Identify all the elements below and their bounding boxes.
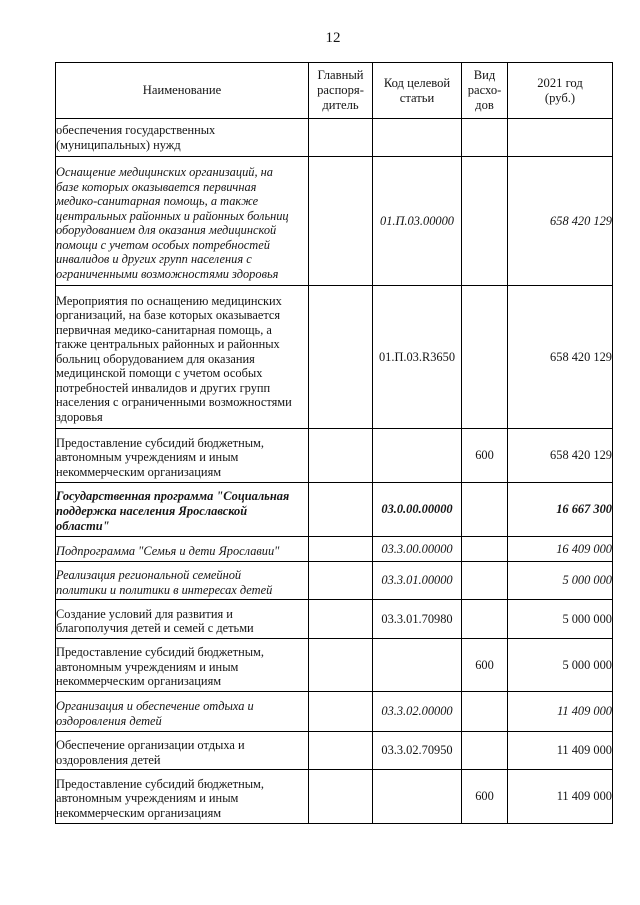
cell-expense-type [462, 537, 508, 562]
cell-amount: 11 409 000 [508, 732, 613, 770]
cell-expense-type: 600 [462, 429, 508, 483]
table-row [56, 537, 613, 562]
header-amount: 2021 год (руб.) [508, 63, 613, 119]
cell-amount: 658 420 129 [508, 429, 613, 483]
cell-amount [508, 119, 613, 157]
cell-name: обеспечения государственных (муниципальных) нужд [56, 119, 309, 157]
header-name: Наименование [56, 63, 309, 119]
cell-amount: 11 409 000 [508, 770, 613, 824]
header-manager: Главный распоря- дитель [309, 63, 373, 119]
cell-name: Предоставление субсидий бюджетным, автономным учреждениям и иным некоммерческим организациям [56, 429, 309, 483]
cell-amount: 5 000 000 [508, 639, 613, 692]
cell-manager [309, 639, 373, 692]
cell-manager [309, 692, 373, 732]
cell-amount: 5 000 000 [508, 600, 613, 639]
page-number: 12 [325, 30, 341, 46]
cell-code: 01.П.03.00000 [373, 157, 462, 286]
cell-name: Подпрограмма "Семья и дети Ярославии" [56, 537, 309, 562]
cell-code: 03.3.02.00000 [373, 692, 462, 732]
cell-name: Обеспечение организации отдыха и оздоровления детей [56, 732, 309, 770]
cell-expense-type [462, 286, 508, 429]
cell-amount: 658 420 129 [508, 286, 613, 429]
cell-name: Оснащение медицинских организаций, на базе которых оказывается первичная медико-санитарная помощь, а также центральных районных и районных больниц оборудованием для оказания медицинской помощи с учетом особых потребностей инвалидов и других групп населения с ограниченными возможностями здоровья [56, 157, 309, 286]
cell-name: Организация и обеспечение отдыха и оздоровления детей [56, 692, 309, 732]
cell-expense-type [462, 119, 508, 157]
cell-name: Государственная программа "Социальная поддержка населения Ярославской области" [56, 483, 309, 537]
cell-code [373, 770, 462, 824]
table-header-row [56, 63, 613, 119]
table-row [56, 770, 613, 824]
cell-code: 01.П.03.R3650 [373, 286, 462, 429]
table-row [56, 286, 613, 429]
cell-code: 03.3.00.00000 [373, 537, 462, 562]
table-row [56, 732, 613, 770]
cell-code: 03.3.01.00000 [373, 562, 462, 600]
table-row [56, 639, 613, 692]
cell-code: 03.3.01.70980 [373, 600, 462, 639]
cell-manager [309, 119, 373, 157]
cell-manager [309, 770, 373, 824]
cell-manager [309, 600, 373, 639]
table-row [56, 483, 613, 537]
cell-code [373, 639, 462, 692]
cell-name: Мероприятия по оснащению медицинских организаций, на базе которых оказывается первичная медико-санитарная помощь, а также центральных районных и районных больниц оборудованием для оказания медицинской помощи с учетом особых потребностей инвалидов и других групп населения с ограниченными возможностями здоровья [56, 286, 309, 429]
cell-manager [309, 157, 373, 286]
cell-manager [309, 562, 373, 600]
header-expense-type: Вид расхо- дов [462, 63, 508, 119]
cell-manager [309, 537, 373, 562]
cell-manager [309, 732, 373, 770]
cell-name: Создание условий для развития и благополучия детей и семей с детьми [56, 600, 309, 639]
cell-manager [309, 429, 373, 483]
table-row [56, 429, 613, 483]
cell-code [373, 119, 462, 157]
cell-code [373, 429, 462, 483]
cell-expense-type [462, 692, 508, 732]
table-row [56, 692, 613, 732]
cell-amount: 658 420 129 [508, 157, 613, 286]
cell-expense-type: 600 [462, 639, 508, 692]
cell-expense-type [462, 732, 508, 770]
cell-expense-type: 600 [462, 770, 508, 824]
cell-amount: 16 409 000 [508, 537, 613, 562]
cell-manager [309, 286, 373, 429]
cell-code: 03.3.02.70950 [373, 732, 462, 770]
cell-name: Предоставление субсидий бюджетным, автономным учреждениям и иным некоммерческим организациям [56, 770, 309, 824]
cell-name: Предоставление субсидий бюджетным, автономным учреждениям и иным некоммерческим организациям [56, 639, 309, 692]
table-row [56, 119, 613, 157]
cell-amount: 5 000 000 [508, 562, 613, 600]
table-row [56, 157, 613, 286]
cell-amount: 11 409 000 [508, 692, 613, 732]
cell-expense-type [462, 483, 508, 537]
header-code: Код целевой статьи [373, 63, 462, 119]
cell-manager [309, 483, 373, 537]
cell-code: 03.0.00.00000 [373, 483, 462, 537]
cell-expense-type [462, 157, 508, 286]
cell-amount: 16 667 300 [508, 483, 613, 537]
cell-expense-type [462, 600, 508, 639]
table-row [56, 600, 613, 639]
budget-table [55, 62, 613, 824]
cell-expense-type [462, 562, 508, 600]
table-row [56, 562, 613, 600]
cell-name: Реализация региональной семейной политики и политики в интересах детей [56, 562, 309, 600]
